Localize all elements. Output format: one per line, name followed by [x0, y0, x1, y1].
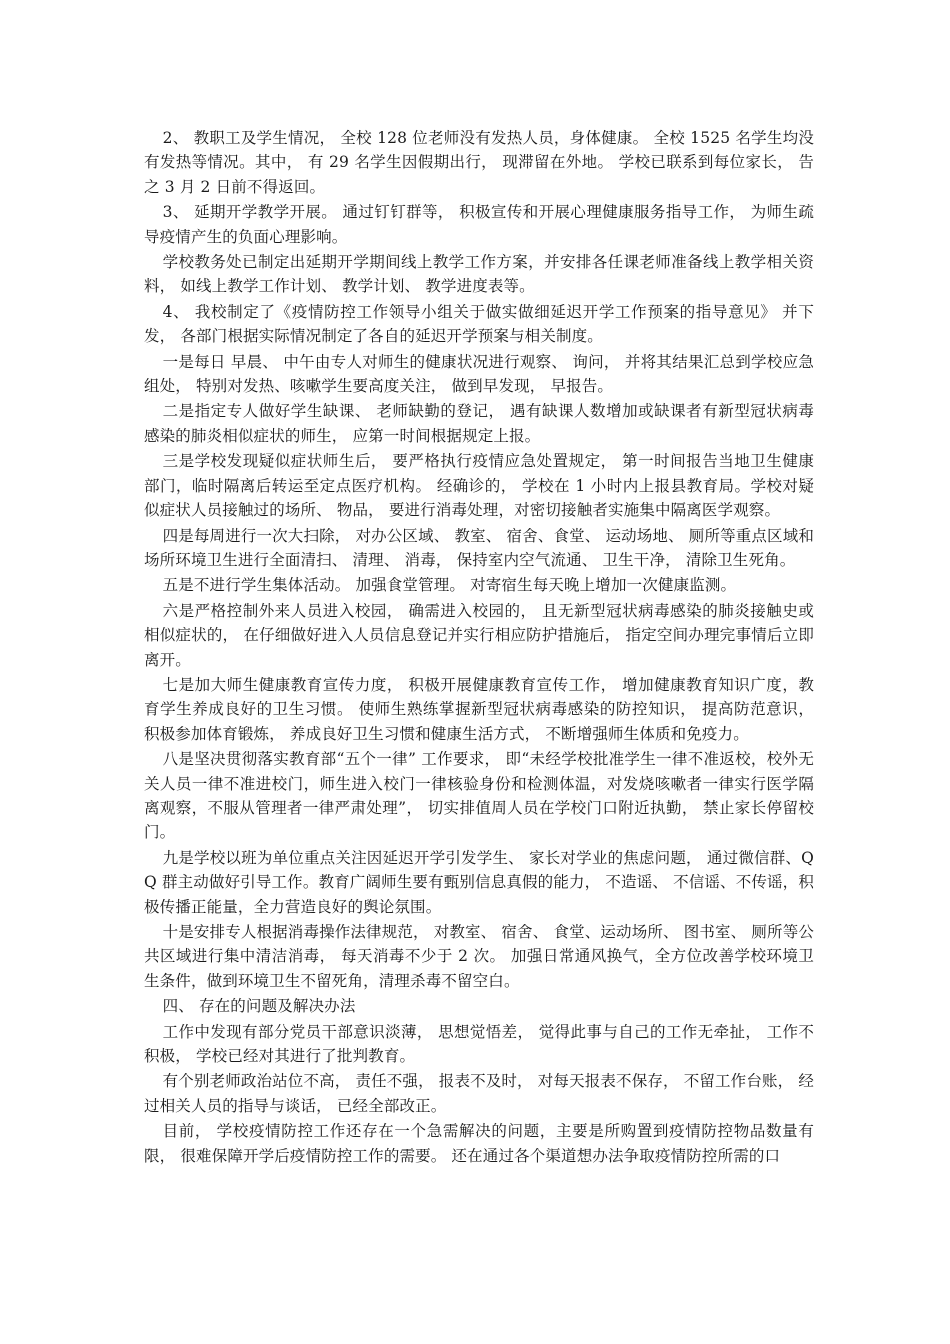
paragraph-measure-10: 十是安排专人根据消毒操作法律规范， 对教室、 宿舍、 食堂、运动场所、 图书室、 厕所等公共区域进行集中清洁消毒， 每天消毒不少于 2 次。 加强日常通风换气，全方位改善学校环境卫生条件，做到环境卫生不留死角，清理杀毒不留空白。: [144, 923, 814, 990]
paragraph-guidance-opinion: 4、 我校制定了《疫情防控工作领导小组关于做实做细延迟开学工作预案的指导意见》 并下发， 各部门根据实际情况制定了各自的延迟开学预案与相关制度。: [144, 302, 814, 346]
paragraph-measure-2: 二是指定专人做好学生缺课、 老师缺勤的登记， 遇有缺课人数增加或缺课者有新型冠状病毒感染的肺炎相似症状的师生， 应第一时间根据规定上报。: [144, 402, 814, 445]
paragraph-measure-9: 九是学校以班为单位重点关注因延迟开学引发学生、 家长对学业的焦虑问题， 通过微信群、QQ 群主动做好引导工作。教育广阔师生要有甄别信息真假的能力， 不造谣、 不信谣、不传谣，积极传播正能量，全力营造良好的舆论氛围。: [144, 848, 814, 916]
paragraph-problem-2: 有个别老师政治站位不高， 责任不强， 报表不及时， 对每天报表不保存， 不留工作台账， 经过相关人员的指导与谈话， 已经全部改正。: [144, 1072, 814, 1115]
paragraph-problem-1: 工作中发现有部分党员干部意识淡薄， 思想觉悟差， 觉得此事与自己的工作无牵扯， 工作不积极， 学校已经对其进行了批判教育。: [144, 1022, 814, 1066]
section-heading-problems: 四、 存在的问题及解决办法: [162, 997, 356, 1016]
paragraph-measure-4: 四是每周进行一次大扫除， 对办公区域、 教室、 宿舍、食堂、 运动场地、 厕所等重点区域和场所环境卫生进行全面清扫、 清理、 消毒， 保持室内空气流通、 卫生干净， 清除卫生死角。: [144, 526, 814, 569]
paragraph-online-teaching-plan: 学校教务处已制定出延期开学期间线上教学工作方案，并安排各任课老师准备线上教学相关资料， 如线上教学工作计划、 教学计划、 教学进度表等。: [144, 253, 814, 296]
paragraph-staff-student-status: 2、 教职工及学生情况， 全校 128 位老师没有发热人员，身体健康。 全校 1525 名学生均没有发热等情况。其中， 有 29 名学生因假期出行， 现滞留在外地。 学校已联系到每位家长， 告之 3 月 2 日前不得返回。: [144, 129, 814, 196]
paragraph-measure-6: 六是严格控制外来人员进入校园， 确需进入校园的， 且无新型冠状病毒感染的肺炎接触史或相似症状的， 在仔细做好进入人员信息登记并实行相应防护措施后， 指定空间办理完事情后立即离开。: [144, 601, 814, 669]
document-body: [144, 126, 814, 1169]
paragraph-measure-3: 三是学校发现疑似症状师生后， 要严格执行疫情应急处置规定， 第一时间报告当地卫生健康部门，临时隔离后转运至定点医疗机构。 经确诊的， 学校在 1 小时内上报县教育局。学校对疑似症状人员接触过的场所、 物品， 要进行消毒处理，对密切接触者实施集中隔离医学观察。: [144, 452, 814, 520]
paragraph-problem-3: 目前， 学校疫情防控工作还存在一个急需解决的问题，主要是所购置到疫情防控物品数量有限， 很难保障开学后疫情防控工作的需要。 还在通过各个渠道想办法争取疫情防控所需的口: [144, 1122, 814, 1165]
paragraph-measure-1: 一是每日 早晨、 中午由专人对师生的健康状况进行观察、 询问， 并将其结果汇总到学校应急组处， 特别对发热、咳嗽学生要高度关注， 做到早发现， 早报告。: [144, 352, 814, 396]
paragraph-delayed-teaching: 3、 延期开学教学开展。 通过钉钉群等， 积极宣传和开展心理健康服务指导工作， 为师生疏导疫情产生的负面心理影响。: [144, 203, 814, 246]
paragraph-measure-8: 八是坚决贯彻落实教育部“五个一律” 工作要求， 即“未经学校批准学生一律不准返校，校外无关人员一律不准进校门，师生进入校门一律核验身份和检测体温，对发烧咳嗽者一律实行医学隔离观察，不服从管理者一律严肃处理”， 切实排值周人员在学校门口附近执勤， 禁止家长停留校门。: [144, 750, 814, 842]
paragraph-measure-7: 七是加大师生健康教育宣传力度， 积极开展健康教育宣传工作， 增加健康教育知识广度，教育学生养成良好的卫生习惯。 使师生熟练掌握新型冠状病毒感染的防控知识， 提高防范意识， 积极参加体育锻炼， 养成良好卫生习惯和健康生活方式， 不断增强师生体质和免疫力。: [144, 675, 814, 743]
paragraph-measure-5: 五是不进行学生集体活动。 加强食堂管理。 对寄宿生每天晚上增加一次健康监测。: [162, 576, 737, 595]
